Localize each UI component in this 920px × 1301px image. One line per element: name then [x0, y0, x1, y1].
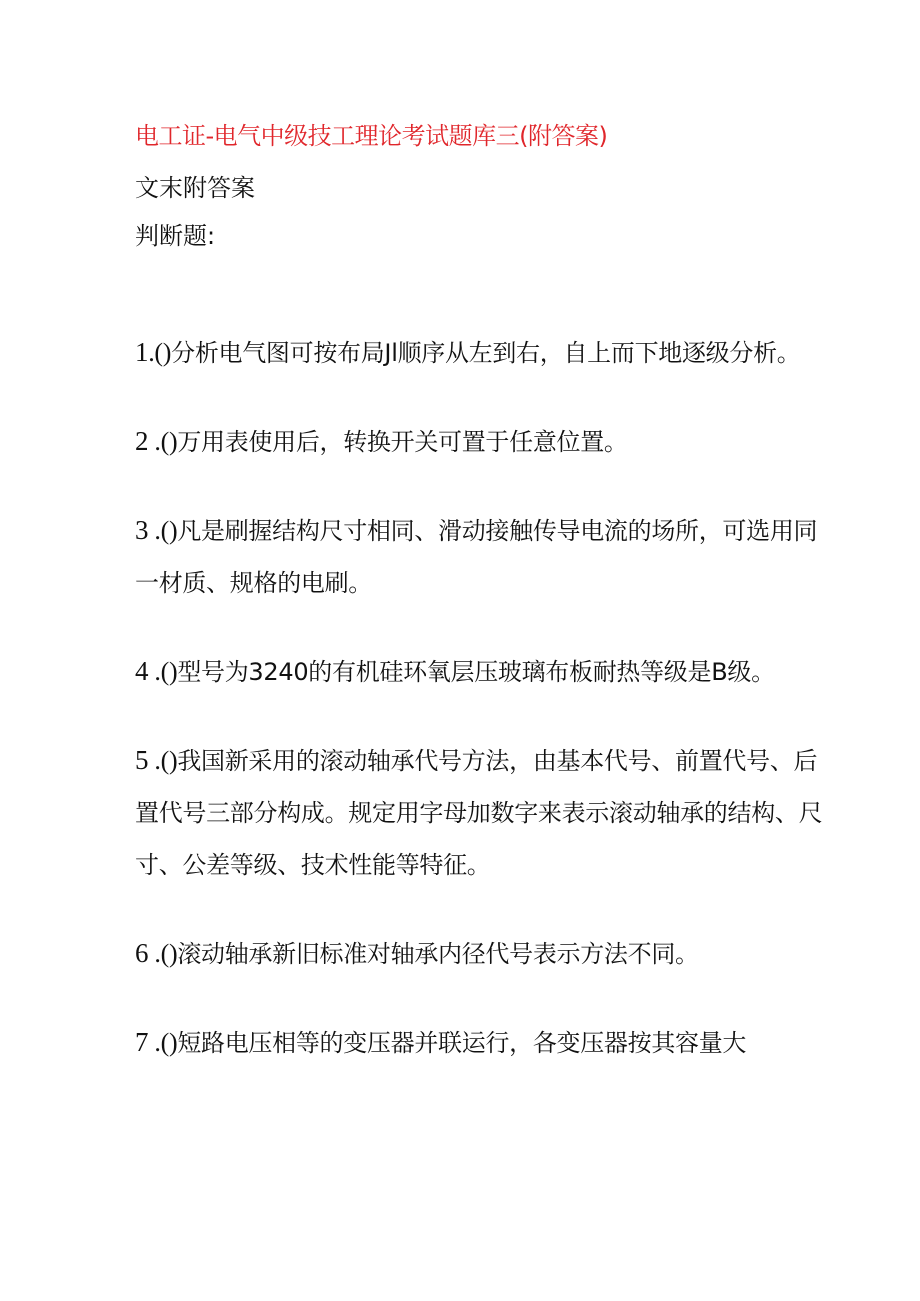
question-number: 6	[135, 938, 149, 968]
question-number: 4	[135, 656, 149, 686]
answer-blank: .()	[148, 338, 172, 367]
question-item	[135, 415, 825, 468]
question-item	[135, 645, 825, 698]
question-item	[135, 1016, 825, 1069]
question-text: 分析电气图可按布局Jl顺序从左到右，自上而下地逐级分析。	[171, 339, 801, 367]
document-title: 电工证-电气中级技工理论考试题库三(附答案)	[135, 122, 608, 150]
answer-blank: .()	[148, 516, 178, 545]
question-number: 5	[135, 745, 149, 775]
answer-blank: .()	[148, 657, 178, 686]
question-list	[135, 326, 825, 1105]
section-label-true-false: 判断题:	[135, 222, 216, 250]
question-text: 凡是刷握结构尺寸相同、滑动接触传导电流的场所，可选用同一材质、规格的电刷。	[135, 517, 818, 597]
question-number: 3	[135, 515, 149, 545]
answer-blank: .()	[148, 1028, 178, 1057]
question-item	[135, 927, 825, 980]
question-text: 短路电压相等的变压器并联运行，各变压器按其容量大	[177, 1029, 747, 1057]
answer-blank: .()	[148, 746, 178, 775]
question-item	[135, 326, 825, 379]
question-number: 7	[135, 1027, 149, 1057]
question-number: 2	[135, 426, 149, 456]
answer-blank: .()	[148, 427, 178, 456]
question-number: 1	[135, 337, 149, 367]
question-text: 万用表使用后，转换开关可置于任意位置。	[177, 428, 628, 456]
question-text: 滚动轴承新旧标准对轴承内径代号表示方法不同。	[177, 940, 699, 968]
question-item	[135, 734, 825, 891]
question-text: 型号为3240的有机硅环氧层压玻璃布板耐热等级是B级。	[177, 658, 775, 686]
answer-note: 文末附答案	[135, 174, 255, 202]
answer-blank: .()	[148, 939, 178, 968]
question-item	[135, 504, 825, 609]
question-text: 我国新采用的滚动轴承代号方法，由基本代号、前置代号、后置代号三部分构成。规定用字母加数字来表示滚动轴承的结构、尺寸、公差等级、技术性能等特征。	[135, 747, 823, 879]
